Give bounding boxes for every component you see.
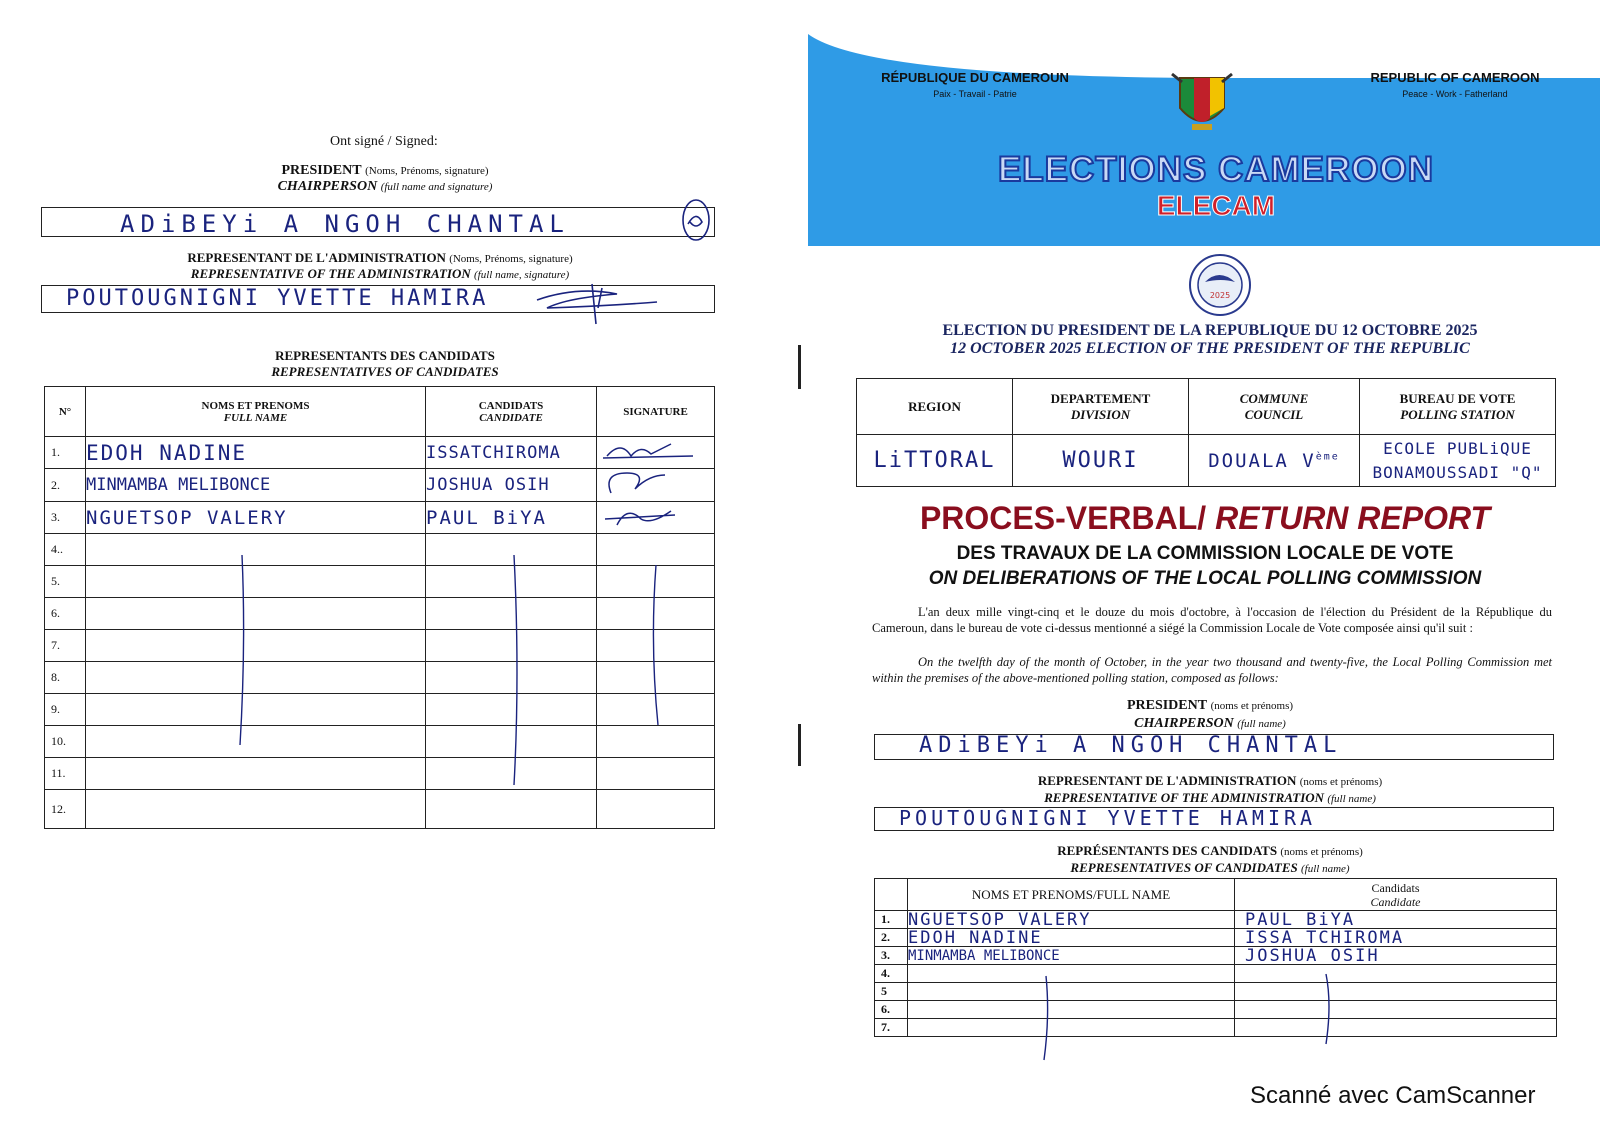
row-name: EDOH NADINE: [86, 437, 426, 469]
row-name: EDOH NADINE: [908, 929, 1235, 947]
row-num: 8.: [45, 662, 86, 694]
left-admin-box: [41, 285, 715, 313]
row-name: MINMAMBA MELIBONCE: [86, 469, 426, 502]
row-name: MINMAMBA MELIBONCE: [908, 947, 1235, 965]
right-president-label-en: CHAIRPERSON: [1134, 716, 1234, 731]
table-row: [45, 437, 715, 469]
loc-th-division: [1013, 379, 1189, 435]
signature-mark: [597, 503, 697, 529]
left-president-label-en-note: (full name and signature): [380, 181, 493, 193]
coat-of-arms-icon: [1170, 68, 1234, 136]
table-row: [875, 929, 1557, 947]
row-candidate: ISSATCHIROMA: [426, 437, 597, 469]
report-subtitle-fr: DES TRAVAUX DE LA COMMISSION LOCALE DE VOTE: [956, 543, 1454, 564]
report-title: [850, 500, 1560, 537]
left-president-value: ADiBEYi A NGOH CHANTAL: [120, 210, 570, 238]
right-th-cand: [1235, 879, 1557, 911]
loc-th-council-en: COUNCIL: [1244, 406, 1304, 422]
loc-th-division-en: DIVISION: [1070, 406, 1131, 422]
left-president-label-en: CHAIRPERSON: [277, 179, 378, 194]
republic-en: [1340, 70, 1570, 100]
republic-fr-text: RÉPUBLIQUE DU CAMEROUN: [881, 70, 1069, 85]
loc-th-station: [1360, 379, 1556, 435]
loc-th-station-fr: BUREAU DE VOTE: [1399, 390, 1516, 406]
report-subtitle: [850, 541, 1560, 591]
right-president-label-en-note: (full name): [1237, 718, 1286, 730]
left-table-header-row: [45, 387, 715, 437]
left-president-box: [41, 207, 715, 237]
right-president-label-fr-note: (noms et prénoms): [1210, 700, 1294, 712]
left-empty-rows-strike: [44, 555, 715, 815]
left-president-label-fr: PRESIDENT: [281, 163, 362, 178]
right-president-label-fr: PRESIDENT: [1126, 698, 1208, 713]
right-cand-heading-fr-note: (noms et prénoms): [1280, 846, 1363, 858]
location-table: [856, 378, 1556, 487]
row-name: NGUETSOP VALERY: [86, 502, 426, 534]
row-num: 4.: [875, 965, 908, 983]
right-cand-heading-en-note: (full name): [1301, 863, 1350, 875]
left-th-signature: SIGNATURE: [597, 387, 715, 437]
left-th-cand-fr: CANDIDATS: [478, 399, 544, 412]
intro-paragraph-fr: L'an deux mille vingt-cinq et le douze du mois d'octobre, à l'occasion de l'élection du Président de la République du Cameroun, dans le bureau de vote ci-dessus mentionné a siégé la Commission Locale de Vote composée ainsi qu'il suit :: [872, 605, 1552, 635]
intro-paragraph-en: On the twelfth day of the month of October, in the year two thousand and twenty-five, the Local Polling Commission met within the premises of the above-mentioned polling station, composed as follows:: [872, 655, 1552, 685]
binder-mark-bottom: [798, 724, 801, 766]
left-admin-label-en: REPRESENTATIVE OF THE ADMINISTRATION: [190, 266, 471, 281]
election-title-fr: ELECTION DU PRESIDENT DE LA REPUBLIQUE DU 12 OCTOBRE 2025: [942, 322, 1478, 339]
left-cand-heading-fr: REPRESENTANTS DES CANDIDATS: [275, 348, 495, 363]
seal-year: 2025: [1209, 291, 1231, 300]
location-value-row: [857, 435, 1556, 487]
right-cand-heading-en: REPRESENTATIVES OF CANDIDATES: [1070, 860, 1298, 875]
row-num: 6.: [45, 598, 86, 630]
right-cand-heading: [960, 843, 1460, 877]
report-title-en: RETURN REPORT: [1206, 500, 1491, 536]
row-candidate: PAUL BiYA: [1235, 911, 1557, 929]
republic-fr: [860, 70, 1090, 100]
signed-heading-text: Ont signé / Signed:: [330, 134, 438, 149]
row-candidate: ISSA TCHIROMA: [1235, 929, 1557, 947]
table-row: [875, 947, 1557, 965]
location-header-row: [857, 379, 1556, 435]
motto-fr: Paix - Travail - Patrie: [933, 89, 1017, 99]
row-candidate: PAUL BiYA: [426, 502, 597, 534]
row-num: 9.: [45, 694, 86, 726]
election-seal-icon: [1187, 252, 1253, 318]
election-title: [860, 322, 1560, 358]
loc-division-value: WOURI: [1013, 435, 1189, 487]
row-num: 1.: [45, 437, 86, 469]
row-signature: [597, 502, 715, 534]
loc-station-line1: ECOLE PUBLiQUE: [1383, 438, 1532, 458]
row-num: 3.: [875, 947, 908, 965]
left-th-name-fr: NOMS ET PRENOMS: [201, 399, 310, 412]
left-cand-heading-en: REPRESENTATIVES OF CANDIDATES: [271, 364, 499, 379]
table-row: [45, 502, 715, 534]
left-th-name-en: FULL NAME: [223, 411, 288, 424]
org-abbr: ELECAM: [1156, 190, 1276, 221]
loc-council-sup: ème: [1315, 451, 1340, 463]
row-signature: [597, 469, 715, 502]
row-signature: [597, 437, 715, 469]
loc-region-value: LiTTORAL: [857, 435, 1013, 487]
loc-th-council: [1189, 379, 1360, 435]
row-candidate: JOSHUA OSIH: [1235, 947, 1557, 965]
left-president-label: [190, 163, 580, 195]
motto-en: Peace - Work - Fatherland: [1402, 89, 1508, 99]
row-num: 1.: [875, 911, 908, 929]
right-table-header-row: [875, 879, 1557, 911]
report-title-fr: PROCES-VERBAL/: [919, 500, 1207, 536]
left-admin-label: [130, 250, 630, 282]
row-num: 11.: [45, 758, 86, 790]
signature-mark: [597, 438, 697, 464]
left-admin-label-fr-note: (Noms, Prénoms, signature): [449, 253, 573, 265]
left-cand-heading: [230, 348, 540, 380]
right-th-num: [875, 879, 908, 911]
right-admin-box: [874, 807, 1554, 831]
row-num: 10.: [45, 726, 86, 758]
left-th-name: [86, 387, 426, 437]
left-admin-label-en-note: (full name, signature): [473, 269, 570, 281]
left-president-label-fr-note: (Noms, Prénoms, signature): [365, 165, 489, 177]
loc-th-station-en: POLLING STATION: [1400, 406, 1515, 422]
right-th-cand-fr: Candidats: [1371, 880, 1420, 895]
loc-th-council-fr: COMMUNE: [1239, 390, 1309, 406]
left-admin-signature: [532, 280, 662, 328]
loc-station-cell: [1360, 435, 1556, 487]
right-th-name: NOMS ET PRENOMS/FULL NAME: [908, 879, 1235, 911]
row-num: 12.: [45, 790, 86, 829]
loc-station-line2: BONAMOUSSADI "Q": [1372, 462, 1543, 482]
right-admin-label-fr-note: (noms et prénoms): [1299, 776, 1383, 788]
row-num: 6.: [875, 1001, 908, 1019]
loc-th-region-fr: REGION: [908, 398, 961, 414]
row-num: 5.: [45, 566, 86, 598]
row-candidate: JOSHUA OSIH: [426, 469, 597, 502]
left-th-cand-en: CANDIDATE: [479, 411, 543, 424]
right-empty-rows-strike: [874, 970, 1557, 1062]
loc-th-region: [857, 379, 1013, 435]
election-title-en: 12 OCTOBER 2025 ELECTION OF THE PRESIDENT OF THE REPUBLIC: [950, 340, 1470, 357]
right-president-box: [874, 734, 1554, 760]
left-th-num: N°: [45, 387, 86, 437]
right-admin-label-fr: REPRESENTANT DE L'ADMINISTRATION: [1037, 773, 1297, 788]
left-president-signature: [672, 198, 722, 244]
signature-mark: [597, 469, 697, 497]
right-president-value: ADiBEYi A NGOH CHANTAL: [919, 733, 1343, 758]
binder-mark-top: [798, 345, 801, 389]
row-num: 2.: [45, 469, 86, 502]
org-name: ELECTIONS CAMEROON: [997, 150, 1435, 189]
table-row: [45, 469, 715, 502]
loc-council-cell: [1189, 435, 1360, 487]
right-admin-label-en-note: (full name): [1327, 793, 1376, 805]
report-subtitle-en: ON DELIBERATIONS OF THE LOCAL POLLING COMMISSION: [928, 568, 1482, 589]
loc-council-value: DOUALA V: [1208, 449, 1316, 472]
right-admin-label: [960, 773, 1460, 807]
left-admin-label-fr: REPRESENTANT DE L'ADMINISTRATION: [187, 250, 446, 265]
left-th-cand: [426, 387, 597, 437]
republic-en-text: REPUBLIC OF CAMEROON: [1370, 70, 1540, 85]
table-row: [875, 911, 1557, 929]
right-admin-value: POUTOUGNIGNI YVETTE HAMIRA: [899, 806, 1317, 830]
row-num: 4..: [45, 534, 86, 566]
right-th-cand-en: Candidate: [1370, 894, 1421, 909]
row-num: 5: [875, 983, 908, 1001]
left-admin-value: POUTOUGNIGNI YVETTE HAMIRA: [66, 286, 489, 311]
row-name: NGUETSOP VALERY: [908, 911, 1235, 929]
row-num: 7.: [45, 630, 86, 662]
signed-heading: [330, 134, 438, 150]
row-num: 2.: [875, 929, 908, 947]
row-num: 7.: [875, 1019, 908, 1037]
loc-th-division-fr: DEPARTEMENT: [1050, 390, 1151, 406]
camscanner-watermark: Scanné avec CamScanner: [1250, 1082, 1536, 1109]
right-admin-label-en: REPRESENTATIVE OF THE ADMINISTRATION: [1044, 790, 1325, 805]
right-president-label: [1020, 697, 1400, 733]
right-cand-heading-fr: REPRÉSENTANTS DES CANDIDATS: [1057, 843, 1278, 858]
row-num: 3.: [45, 502, 86, 534]
